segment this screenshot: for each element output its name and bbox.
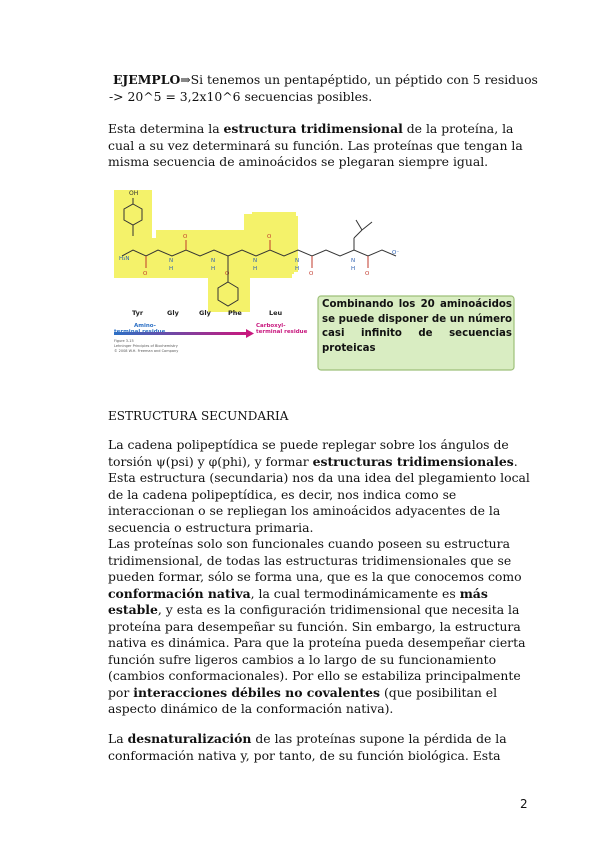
leu-side-chain — [354, 220, 372, 250]
paragraph-tertiary-structure — [108, 121, 540, 171]
paragraph-native-conformation — [108, 536, 540, 718]
text-run: , y esta es la configuración tridimensional que necesita la proteína para desempeñar su función. Sin embargo, la estructura nativa es dinámica. Para que la proteína pueda desempeñar cierta función sufre ligeros cambios a lo largo de su funcionamiento (cambios conformacionales). Por ello se estabiliza principalmente por — [108, 602, 526, 700]
svg-text:N: N — [211, 258, 216, 264]
callout-text: Combinando los 20 aminoácidos se puede disponer de un número casi infinito de secuencias proteicas — [322, 299, 512, 354]
svg-text:Lehninger Principles of Bioche: Lehninger Principles of Biochemistry — [114, 344, 178, 348]
svg-text:O: O — [267, 234, 272, 240]
svg-text:H: H — [169, 266, 174, 272]
peptide-figure — [112, 182, 522, 402]
residue-label: Tyr — [132, 309, 144, 317]
text-run: (que posibilitan el aspecto dinámico de la conformación nativa). — [108, 684, 498, 716]
svg-text:H: H — [253, 266, 258, 272]
text-run: de las proteínas supone la pérdida de la conformación nativa y, por tanto, de su función biológica. Esta — [108, 731, 507, 763]
svg-text:N: N — [169, 258, 174, 264]
bold-term: más estable — [108, 585, 488, 617]
svg-text:H₃N: H₃N — [119, 256, 130, 262]
carboxyl-terminal-label-1: Carboxyl- — [256, 323, 286, 329]
example-paragraph — [109, 72, 541, 105]
text-run: La cadena polipeptídica se puede replegar sobre los ángulos de torsión ψ(psi) y φ(phi), y formar — [108, 437, 509, 469]
svg-text:O: O — [225, 271, 230, 277]
svg-text:H: H — [211, 266, 216, 272]
bold-term: estructuras tridimensionales — [312, 453, 514, 469]
figure-caption — [114, 339, 178, 353]
text-run: Las proteínas solo son funcionales cuando poseen su estructura tridimensional, de todas las estructuras tridimensionales que se pueden formar, sólo se forma una, que es la que conocemos como — [108, 536, 522, 584]
implies-arrow: ⇒ — [180, 72, 191, 87]
text-run: , la cual termodinámicamente es — [250, 585, 460, 601]
section-heading: ESTRUCTURA SECUNDARIA — [108, 409, 289, 423]
svg-text:O: O — [143, 271, 148, 277]
svg-text:Figure 3-15: Figure 3-15 — [114, 339, 134, 343]
residue-label: Phe — [228, 309, 242, 317]
example-text: Si tenemos un pentapéptido, un péptido con 5 residuos -> 20^5 = 3,2x10^6 secuencias posibles. — [109, 72, 538, 104]
svg-text:O: O — [365, 271, 370, 277]
page-number: 2 — [520, 797, 528, 811]
svg-text:© 2008 W.H. Freeman and Compan: © 2008 W.H. Freeman and Company — [114, 349, 179, 353]
svg-text:N: N — [295, 258, 300, 264]
bold-term: interacciones débiles no covalentes — [133, 684, 380, 700]
residue-label: Gly — [199, 309, 211, 317]
amino-terminal-label-1: Amino- — [134, 323, 156, 329]
carboxyl-terminal-label-2: terminal residue — [256, 329, 308, 335]
svg-text:H: H — [351, 266, 356, 272]
svg-text:N: N — [253, 258, 258, 264]
text-run: Esta determina la — [108, 121, 224, 136]
text-run: . Esta estructura (secundaria) nos da una idea del plegamiento local de la cadena polipeptídica, es decir, nos indica como se interaccionan o se repliegan los aminoácidos adyacentes de la secuencia o estructura primaria. — [108, 453, 530, 535]
svg-text:H: H — [295, 266, 300, 272]
svg-text:O: O — [309, 271, 314, 277]
svg-text:O: O — [183, 234, 188, 240]
residue-label: Leu — [269, 309, 283, 317]
example-label: EJEMPLO — [112, 72, 181, 87]
text-run: de la proteína, la cual a su vez determinará su función. Las proteínas que tengan la misma secuencia de aminoácidos se plegaran siempre igual. — [108, 121, 523, 169]
svg-text:O⁻: O⁻ — [392, 250, 400, 256]
bold-term: conformación nativa — [108, 585, 251, 601]
residue-labels — [132, 309, 283, 317]
residue-label: Gly — [167, 309, 179, 317]
paragraph-secondary-structure — [108, 437, 540, 536]
bold-term: estructura tridimensional — [223, 121, 403, 136]
text-run: La — [108, 731, 128, 746]
paragraph-denaturation — [108, 731, 540, 764]
svg-text:OH: OH — [129, 190, 139, 197]
svg-text:N: N — [351, 258, 356, 264]
leu-highlight-2 — [258, 216, 298, 272]
bold-term: desnaturalización — [127, 731, 252, 746]
